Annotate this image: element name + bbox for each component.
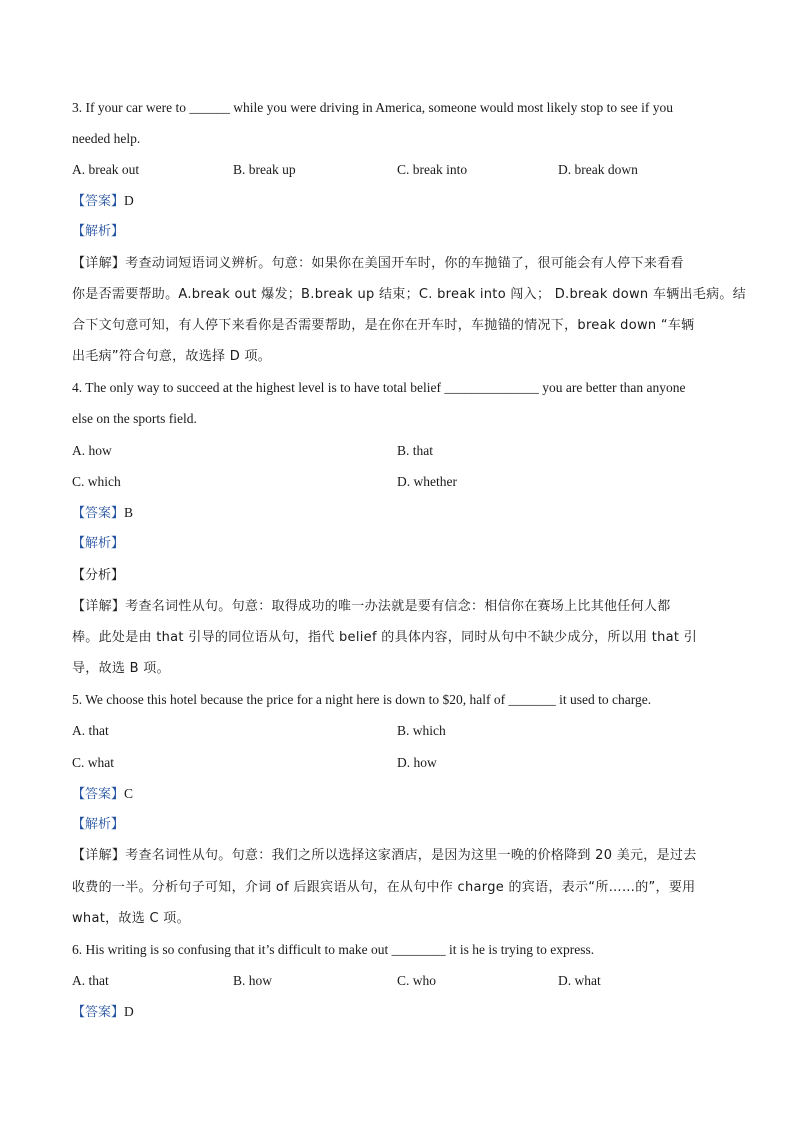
q4-detail-line1: 【详解】考查名词性从句。句意：取得成功的唯一办法就是要有信念：相信你在赛场上比其他任何人都 bbox=[72, 599, 671, 614]
answer-tag: 【答案】 bbox=[72, 194, 125, 209]
q3-option-c: C. break into bbox=[397, 162, 468, 177]
q3-option-b: B. break up bbox=[233, 162, 296, 177]
q3-answer-line bbox=[72, 191, 134, 212]
answer-tag: 【答案】 bbox=[72, 787, 125, 802]
q5-option-d: D. how bbox=[397, 755, 437, 770]
q5-detail-line2: 收费的一半。分析句子可知，介词 of 后跟宾语从句，在从句中作 charge 的宾语，表示“所……的”，要用 bbox=[72, 880, 696, 895]
q5-answer: C bbox=[124, 786, 134, 801]
q3-analysis-tag: 【解析】 bbox=[72, 224, 125, 239]
q5-answer-line bbox=[72, 784, 133, 805]
q4-analysis-tag: 【解析】 bbox=[72, 536, 125, 551]
q3-detail-line4: 出毛病”符合句意，故选择 D 项。 bbox=[72, 349, 272, 364]
q4-option-d: D. whether bbox=[397, 474, 457, 489]
q3-stem-line1: 3. If your car were to ______ while you were driving in America, someone would most likely stop to see if you bbox=[72, 100, 673, 115]
q4-detail-line3: 导，故选 B 项。 bbox=[72, 661, 170, 676]
q3-option-d: D. break down bbox=[558, 162, 638, 177]
q5-option-b: B. which bbox=[397, 723, 446, 738]
q4-detail-line2: 棒。此处是由 that 引导的同位语从句，指代 belief 的具体内容，同时从句中不缺少成分，所以用 that 引 bbox=[72, 630, 698, 645]
q3-detail-line3: 合下文句意可知，有人停下来看你是否需要帮助，是在你在开车时，车抛锚的情况下，break down “车辆 bbox=[72, 318, 695, 333]
q4-answer: B bbox=[124, 505, 134, 520]
q4-fenxi-tag: 【分析】 bbox=[72, 568, 125, 583]
q5-stem-line1: 5. We choose this hotel because the price for a night here is down to $20, half of _______ it used to charge. bbox=[72, 692, 652, 707]
q6-option-a: A. that bbox=[72, 973, 109, 988]
q5-detail-line3: what，故选 C 项。 bbox=[72, 911, 190, 926]
q6-option-d: D. what bbox=[558, 973, 601, 988]
q3-option-a: A. break out bbox=[72, 162, 140, 177]
q5-detail-line1: 【详解】考查名词性从句。句意：我们之所以选择这家酒店，是因为这里一晚的价格降到 20 美元，是过去 bbox=[72, 848, 697, 863]
q6-answer-line bbox=[72, 1002, 134, 1023]
q4-option-c: C. which bbox=[72, 474, 121, 489]
q4-option-b: B. that bbox=[397, 443, 433, 458]
q3-detail-line1: 【详解】考查动词短语词义辨析。句意：如果你在美国开车时，你的车抛锚了，很可能会有人停下来看看 bbox=[72, 256, 684, 271]
q3-detail-line2: 你是否需要帮助。A.break out 爆发；B.break up 结束；C. break into 闯入； D.break down 车辆出毛病。结 bbox=[72, 287, 746, 302]
q4-stem-line2: else on the sports field. bbox=[72, 411, 197, 426]
answer-tag: 【答案】 bbox=[72, 1005, 125, 1020]
q4-option-a: A. how bbox=[72, 443, 112, 458]
q6-answer: D bbox=[124, 1004, 134, 1019]
q6-stem-line1: 6. His writing is so confusing that it’s difficult to make out ________ it is he is trying to express. bbox=[72, 942, 595, 957]
q4-answer-line bbox=[72, 503, 133, 524]
q5-option-a: A. that bbox=[72, 723, 109, 738]
q6-option-c: C. who bbox=[397, 973, 437, 988]
q5-option-c: C. what bbox=[72, 755, 114, 770]
q3-stem-line2: needed help. bbox=[72, 131, 141, 146]
q6-option-b: B. how bbox=[233, 973, 273, 988]
q4-stem-line1: 4. The only way to succeed at the highest level is to have total belief ______________ you are better than anyone bbox=[72, 380, 686, 395]
q5-analysis-tag: 【解析】 bbox=[72, 817, 125, 832]
answer-tag: 【答案】 bbox=[72, 506, 125, 521]
q3-answer: D bbox=[124, 193, 134, 208]
